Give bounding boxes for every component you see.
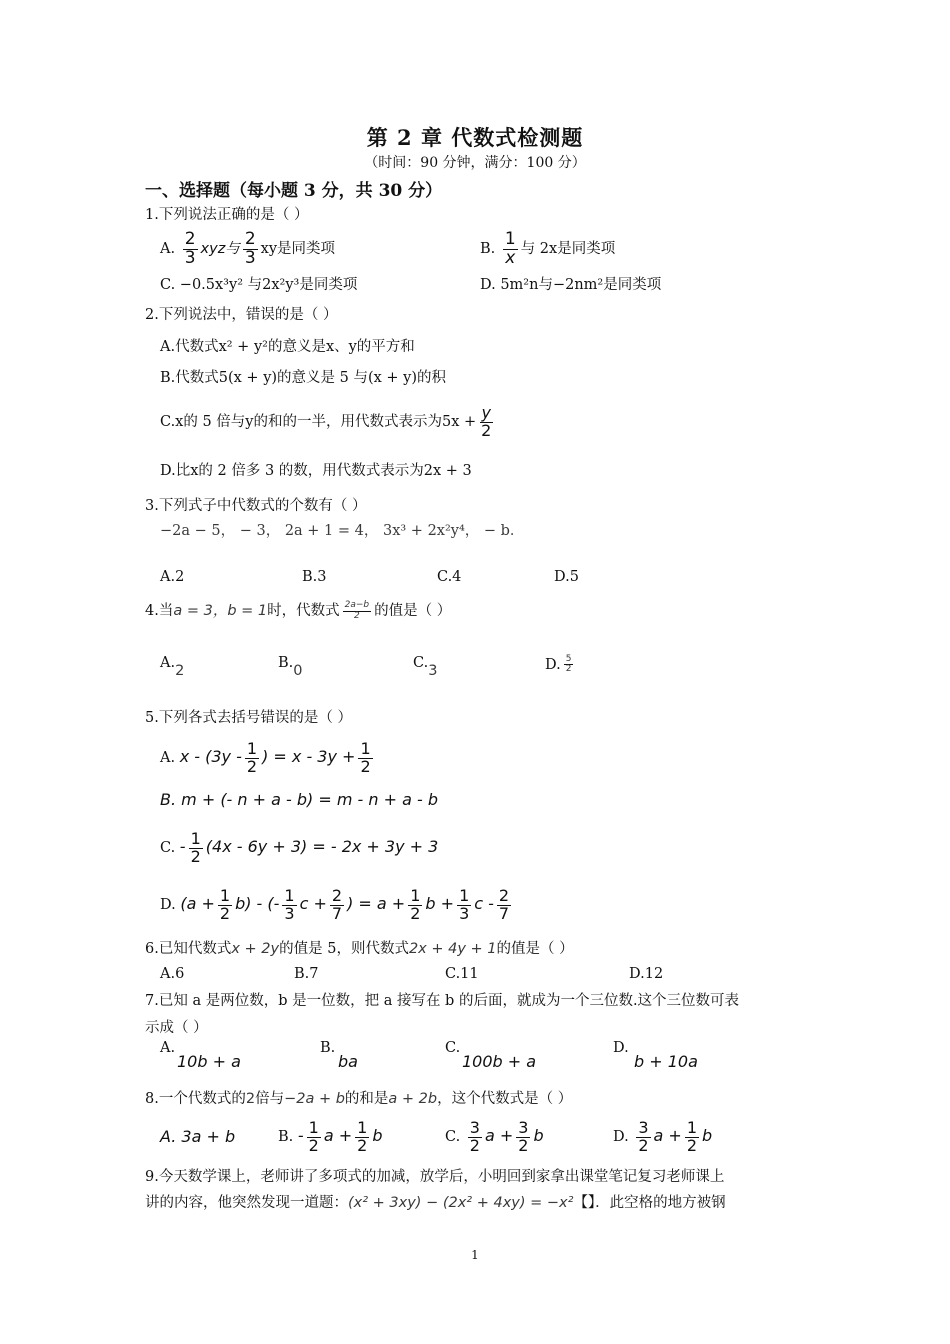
question-3-expression: −2a − 5， − 3， 2a + 1 = 4， 3x³ + 2x²y⁴， − b． [160, 523, 525, 539]
question-7-option-a-label: A. [160, 1040, 176, 1056]
question-5-option-d: D. (a + $\frac{1}{2}$ b) - (- $\frac{1}{3}$ c + $\frac{2}{7}$ ) = a + $\frac{1}{2}$ b + $\frac{1}{3}$ c - $\frac{2}{7}$ [160, 885, 510, 923]
fraction: $\frac{3}{2}$ [518, 1117, 529, 1155]
fraction: $\frac{2}{3}$ [184, 228, 196, 268]
question-5-option-c: C. - $\frac{1}{2}$ (4x - 6y + 3) = - 2x + 3y + 3 [160, 828, 439, 866]
question-7-stem-line2: 示成（ ） [145, 1020, 208, 1036]
question-1-option-a: A. $\frac{2}{3}$ xyz与 $\frac{2}{3}$ xy是同类项 [160, 228, 336, 268]
question-6-stem: 6.已知代数式x + 2y的值是 5，则代数式2x + 4y + 1的值是（ ） [145, 941, 574, 957]
question-2-option-d: D.比x的 2 倍多 3 的数，用代数式表示为2x + 3 [160, 463, 472, 479]
fraction: $\frac{1}{2}$ [308, 1117, 319, 1155]
fraction: $\frac{5}{2}$ [565, 654, 572, 675]
fraction: $\frac{1}{2}$ [360, 738, 371, 776]
fraction: $\frac{2}{7}$ [498, 885, 510, 923]
fraction: $\frac{1}{2}$ [686, 1117, 697, 1155]
fraction: $\frac{y}{2}$ [481, 402, 492, 440]
question-1-stem: 1.下列说法正确的是（ ） [145, 207, 309, 223]
question-1-option-d: D. 5m²n与−2nm²是同类项 [480, 277, 662, 293]
fraction: $\frac{1}{3}$ [284, 885, 295, 923]
question-7-option-c-value: 100b + a [462, 1052, 537, 1071]
question-8-option-b: B. - $\frac{1}{2}$ a + $\frac{1}{2}$ b [278, 1117, 383, 1155]
question-1-option-b: B. $\frac{1}{x}$ 与 2x是同类项 [480, 228, 616, 268]
question-6-option-b: B.7 [294, 966, 319, 982]
question-4-option-c: C.3 [413, 655, 438, 679]
question-7-option-b-label: B. [320, 1040, 336, 1056]
fraction: $\frac{2a-b}{2}$ [344, 600, 370, 621]
question-8-option-a: A. 3a + b [160, 1127, 236, 1146]
question-7-stem-line1: 7.已知 a 是两位数，b 是一位数，把 a 接写在 b 的后面，就成为一个三位数.这个三位数可表 [145, 993, 740, 1009]
question-2-option-a: A.代数式x² + y²的意义是x、y的平方和 [160, 339, 415, 355]
question-7-option-b-value: ba [338, 1052, 358, 1071]
question-3-option-d: D.5 [554, 569, 579, 585]
question-7-option-d-label: D. [613, 1040, 629, 1056]
fraction: $\frac{3}{2}$ [638, 1117, 649, 1155]
question-2-option-c: C.x的 5 倍与y的和的一半，用代数式表示为5x + $\frac{y}{2}$ [160, 402, 492, 440]
question-3-option-a: A.2 [160, 569, 185, 585]
question-3-option-b: B.3 [302, 569, 327, 585]
question-4-option-d: D. $\frac{5}{2}$ [545, 654, 572, 675]
question-2-option-b: B.代数式5(x + y)的意义是 5 与(x + y)的积 [160, 370, 447, 386]
question-9-stem-line1: 9.今天数学课上，老师讲了多项式的加减，放学后，小明回到家拿出课堂笔记复习老师课上 [145, 1169, 725, 1185]
fraction: $\frac{1}{2}$ [246, 738, 258, 776]
question-4-option-a: A.2 [160, 655, 185, 679]
question-4-stem: 4.当a = 3，b = 1时，代数式 $\frac{2a-b}{2}$ 的值是（ ） [145, 600, 452, 621]
document-title: 第 2 章 代数式检测题 [366, 125, 584, 150]
fraction: $\frac{1}{3}$ [459, 885, 470, 923]
question-6-option-a: A.6 [160, 966, 185, 982]
fraction: $\frac{1}{x}$ [504, 228, 516, 268]
question-5-option-a: A. x - (3y - $\frac{1}{2}$ ) = x - 3y + $\frac{1}{2}$ [160, 738, 371, 776]
question-5-stem: 5.下列各式去括号错误的是（ ） [145, 710, 352, 726]
section-heading: 一、选择题（每小题 3 分，共 30 分） [145, 181, 443, 201]
fraction: $\frac{2}{3}$ [244, 228, 256, 268]
question-3-stem: 3.下列式子中代数式的个数有（ ） [145, 498, 367, 514]
question-4-option-b: B.0 [278, 655, 303, 679]
fraction: $\frac{1}{2}$ [410, 885, 421, 923]
fraction: $\frac{1}{2}$ [219, 885, 231, 923]
fraction: $\frac{3}{2}$ [469, 1117, 480, 1155]
question-8-stem: 8.一个代数式的2倍与−2a + b的和是a + 2b，这个代数式是（ ） [145, 1091, 573, 1107]
fraction: $\frac{1}{2}$ [190, 828, 201, 866]
document-subtitle: （时间：90 分钟，满分：100 分） [364, 155, 586, 171]
question-7-option-c-label: C. [445, 1040, 461, 1056]
page-number: 1 [471, 1248, 479, 1262]
question-6-option-d: D.12 [629, 966, 664, 982]
question-6-option-c: C.11 [445, 966, 479, 982]
question-8-option-d: D. $\frac{3}{2}$ a + $\frac{1}{2}$ b [613, 1117, 713, 1155]
fraction: $\frac{2}{7}$ [331, 885, 343, 923]
question-9-stem-line2: 讲的内容，他突然发现一道题：(x² + 3xy) − (2x² + 4xy) = −x²【】．此空格的地方被钢 [145, 1195, 726, 1211]
question-7-option-d-value: b + 10a [634, 1052, 698, 1071]
fraction: $\frac{1}{2}$ [357, 1117, 368, 1155]
question-7-option-a-value: 10b + a [177, 1052, 241, 1071]
question-5-option-b: B. m + (- n + a - b) = m - n + a - b [160, 790, 439, 809]
question-2-stem: 2.下列说法中，错误的是（ ） [145, 307, 338, 323]
question-1-option-c: C. −0.5x³y² 与2x²y³是同类项 [160, 277, 358, 293]
question-3-option-c: C.4 [437, 569, 462, 585]
question-8-option-c: C. $\frac{3}{2}$ a + $\frac{3}{2}$ b [445, 1117, 544, 1155]
